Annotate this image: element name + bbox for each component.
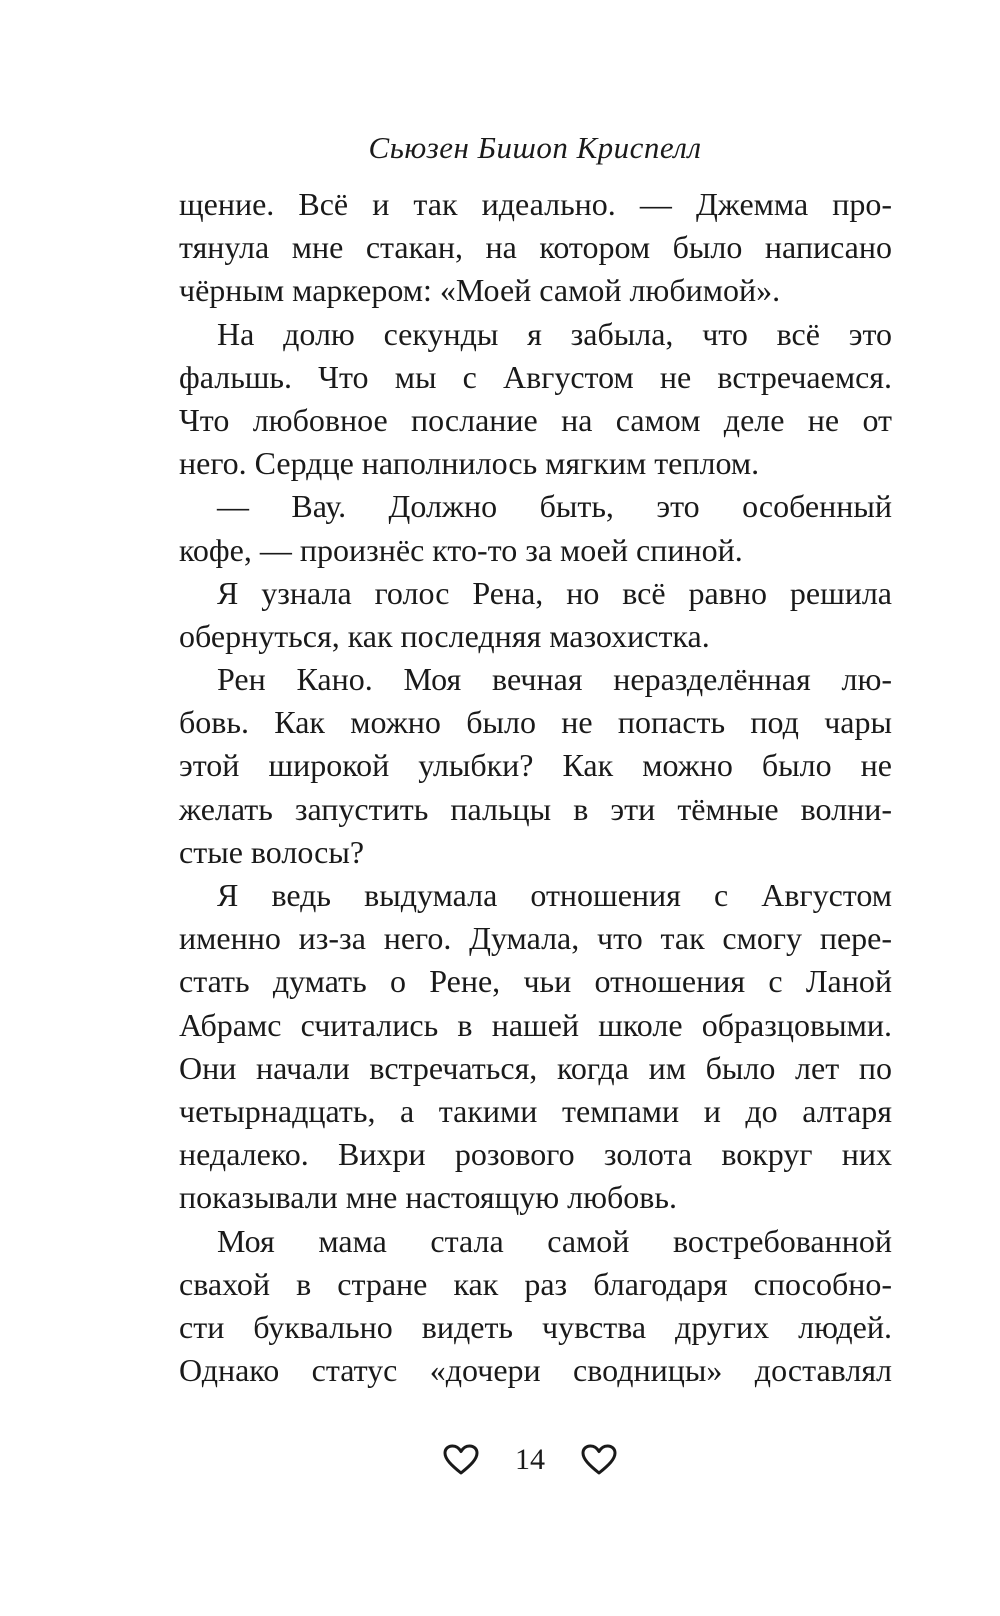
- text-line: сти буквально видеть чувства других людей.: [179, 1308, 892, 1345]
- text-line: Абрамс считались в нашей школе образцовыми.: [179, 1006, 892, 1043]
- text-line: кофе, — произнёс кто-то за моей спиной.: [179, 531, 743, 568]
- text-line: Я узнала голос Рена, но всё равно решила: [217, 574, 892, 611]
- text-line: — Вау. Должно быть, это особенный: [217, 488, 892, 525]
- text-line: желать запустить пальцы в эти тёмные волни-: [179, 790, 892, 827]
- text-line: Они начали встречаться, когда им было лет по: [179, 1049, 892, 1086]
- text-line: него. Сердце наполнилось мягким теплом.: [179, 445, 760, 482]
- text-line: свахой в стране как раз благодаря способно-: [179, 1265, 892, 1302]
- text-line: четырнадцать, а такими темпами и до алтаря: [179, 1092, 892, 1129]
- text-line: Рен Кано. Моя вечная неразделённая лю-: [217, 661, 892, 698]
- heart-outline-icon: [581, 1444, 617, 1476]
- text-line: тянула мне стакан, на котором было написано: [179, 229, 892, 266]
- text-line: показывали мне настоящую любовь.: [179, 1179, 677, 1216]
- text-line: фальшь. Что мы с Августом не встречаемся.: [179, 358, 892, 395]
- text-line: этой широкой улыбки? Как можно было не: [179, 747, 892, 784]
- text-line: обернуться, как последняя мазохистка.: [179, 617, 710, 654]
- text-line: бовь. Как можно было не попасть под чары: [179, 704, 892, 741]
- text-line: стые волосы?: [179, 833, 365, 870]
- text-line: Я ведь выдумала отношения с Августом: [217, 877, 892, 913]
- text-line: На долю секунды я забыла, что всё это: [217, 315, 892, 352]
- page-footer: [0, 1443, 1000, 1477]
- running-head-author: Сьюзен Бишоп Криспелл: [368, 130, 702, 165]
- text-line: стать думать о Рене, чьи отношения с Ланой: [179, 963, 892, 1000]
- page-number: 14: [515, 1443, 545, 1476]
- text-line: щение. Всё и так идеально. — Джемма про-: [179, 186, 892, 222]
- heart-outline-icon: [443, 1444, 479, 1476]
- text-line: недалеко. Вихри розового золота вокруг них: [179, 1136, 892, 1173]
- text-line: чёрным маркером: «Моей самой любимой».: [179, 272, 781, 309]
- text-line: Что любовное послание на самом деле не от: [179, 401, 892, 438]
- text-line: именно из-за него. Думала, что так смогу пере-: [179, 920, 892, 957]
- text-line: Моя мама стала самой востребованной: [217, 1222, 892, 1259]
- text-line: Однако статус «дочери сводницы» доставлял: [179, 1352, 892, 1389]
- body-text: [179, 183, 892, 1392]
